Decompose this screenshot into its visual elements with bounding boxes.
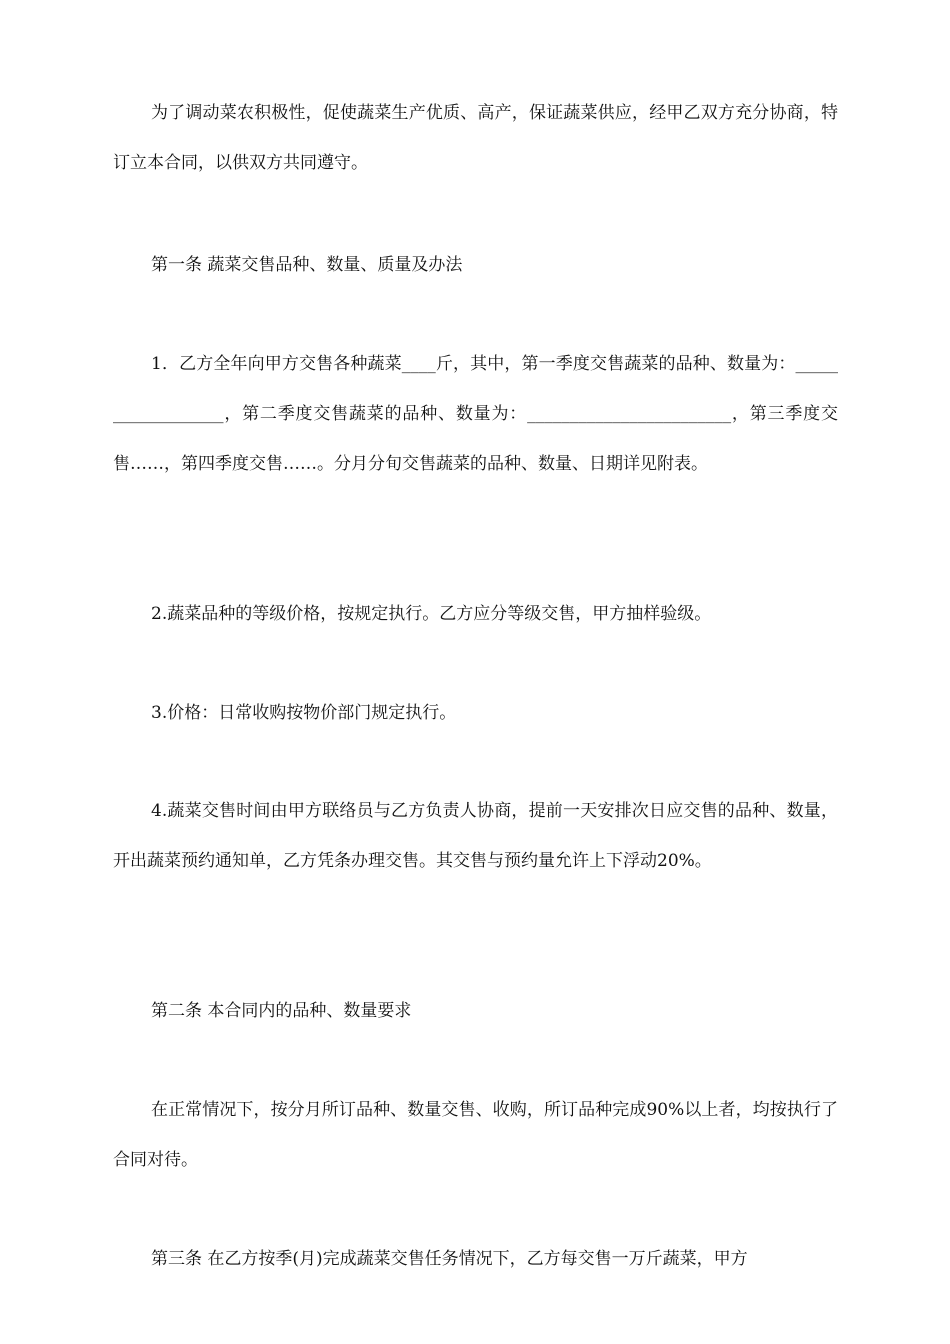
article-2-heading: 第二条 本合同内的品种、数量要求	[151, 1001, 412, 1021]
article-1-heading: 第一条 蔬菜交售品种、数量、质量及办法	[151, 255, 463, 275]
clause-4-paragraph: 4.蔬菜交售时间由甲方联络员与乙方负责人协商，提前一天安排次日应交售的品种、数量，开出蔬菜预约通知单，乙方凭条办理交售。其交售与预约量允许上下浮动20%。	[113, 801, 838, 871]
intro-paragraph: 为了调动菜农积极性，促使蔬菜生产优质、高产，保证蔬菜供应，经甲乙双方充分协商，特订立本合同，以供双方共同遵守。	[113, 103, 838, 173]
article-2-body-paragraph: 在正常情况下，按分月所订品种、数量交售、收购，所订品种完成90%以上者，均按执行了合同对待。	[113, 1100, 838, 1170]
clause-1-paragraph: 1．乙方全年向甲方交售各种蔬菜____斤，其中，第一季度交售蔬菜的品种、数量为：__________________，第二季度交售蔬菜的品种、数量为：________________________，第三季度交售……，第四季度交售……。分月分旬交售蔬菜的品种、数量、日期详见附表。	[113, 354, 838, 474]
clause-2-paragraph: 2.蔬菜品种的等级价格，按规定执行。乙方应分等级交售，甲方抽样验级。	[151, 604, 712, 624]
article-3-paragraph: 第三条 在乙方按季(月)完成蔬菜交售任务情况下，乙方每交售一万斤蔬菜，甲方	[151, 1249, 748, 1269]
clause-3-paragraph: 3.价格：日常收购按物价部门规定执行。	[151, 703, 457, 723]
